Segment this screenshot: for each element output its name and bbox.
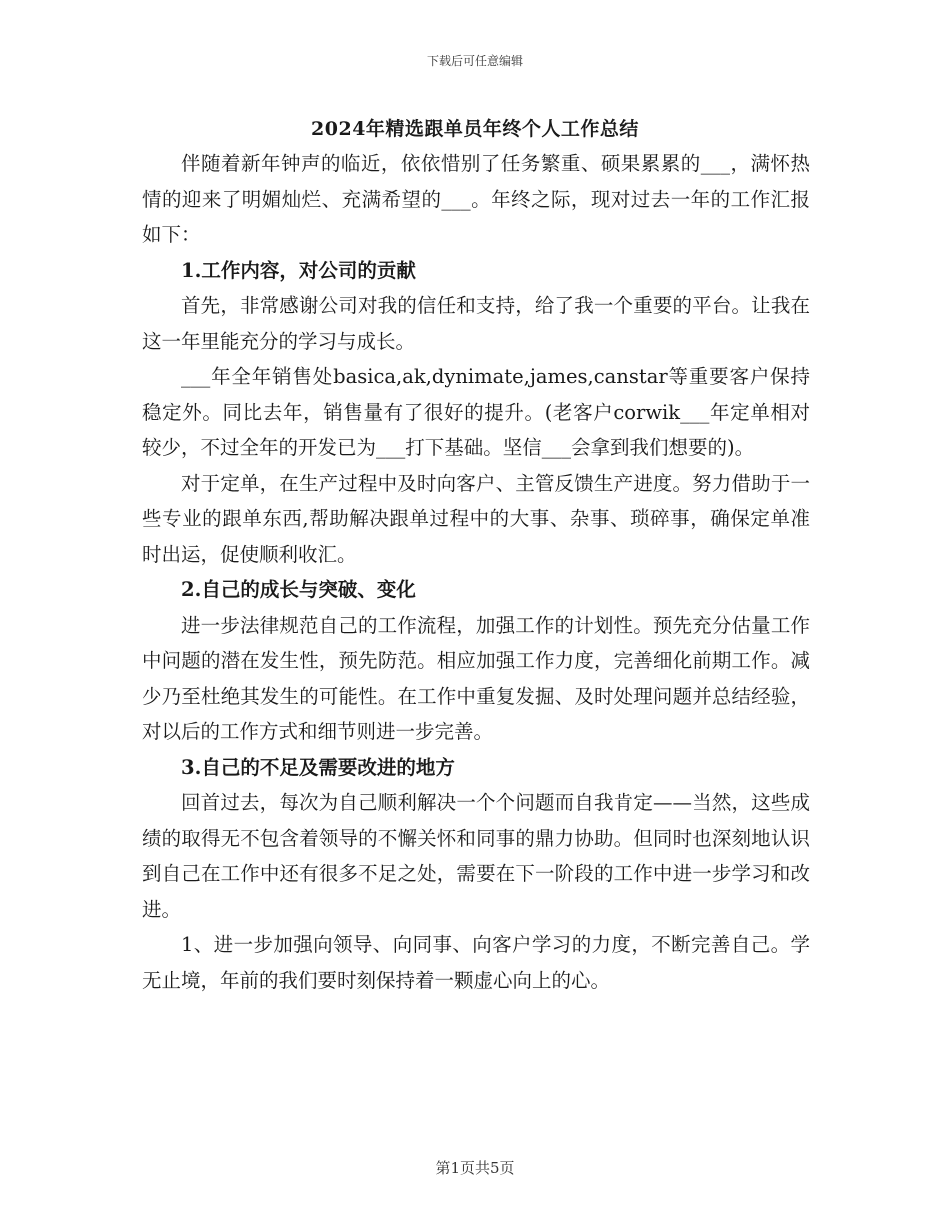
body-paragraph: 进一步法律规范自己的工作流程，加强工作的计划性。预先充分估量工作中问题的潜在发生性，预先防范。相应加强工作力度，完善细化前期工作。减少乃至杜绝其发生的可能性。在工作中重复发掘、及时处理问题并总结经验，对以后的工作方式和细节则进一步完善。	[142, 613, 810, 743]
body-paragraph: 对于定单，在生产过程中及时向客户、主管反馈生产进度。努力借助于一些专业的跟单东西,帮助解决跟单过程中的大事、杂事、琐碎事，确保定单准时出运，促使顺利收汇。	[142, 471, 810, 566]
section-heading-1: 1.工作内容，对公司的贡献	[181, 258, 416, 282]
body-paragraph: 首先，非常感谢公司对我的信任和支持，给了我一个重要的平台。让我在这一年里能充分的学习与成长。	[142, 294, 810, 353]
body-paragraph: ___年全年销售处basica,ak,dynimate,james,canstar等重要客户保持稳定外。同比去年，销售量有了很好的提升。(老客户corwik___年定单相对较少，不过全年的开发已为___打下基础。坚信___会拿到我们想要的)。	[142, 365, 810, 459]
page-footer: 第1页共5页	[435, 1159, 515, 1177]
section-heading-3: 3.自己的不足及需要改进的地方	[181, 755, 455, 779]
page-header: 下载后可任意编辑	[426, 54, 523, 68]
section-heading-2: 2.自己的成长与突破、变化	[181, 578, 416, 601]
document-title: 2024年精选跟单员年终个人工作总结	[311, 118, 639, 140]
body-paragraph: 回首过去，每次为自己顺利解决一个个问题而自我肯定——当然，这些成绩的取得无不包含着领导的不懈关怀和同事的鼎力协助。但同时也深刻地认识到自己在工作中还有很多不足之处，需要在下一阶段的工作中进一步学习和改进。	[142, 791, 810, 921]
intro-paragraph: 伴随着新年钟声的临近，依依惜别了任务繁重、硕果累累的___，满怀热情的迎来了明媚灿烂、充满希望的___。年终之际，现对过去一年的工作汇报如下：	[142, 152, 810, 246]
document-body	[142, 146, 810, 998]
body-paragraph: 1、进一步加强向领导、向同事、向客户学习的力度，不断完善自己。学无止境，年前的我们要时刻保持着一颗虚心向上的心。	[142, 933, 810, 992]
